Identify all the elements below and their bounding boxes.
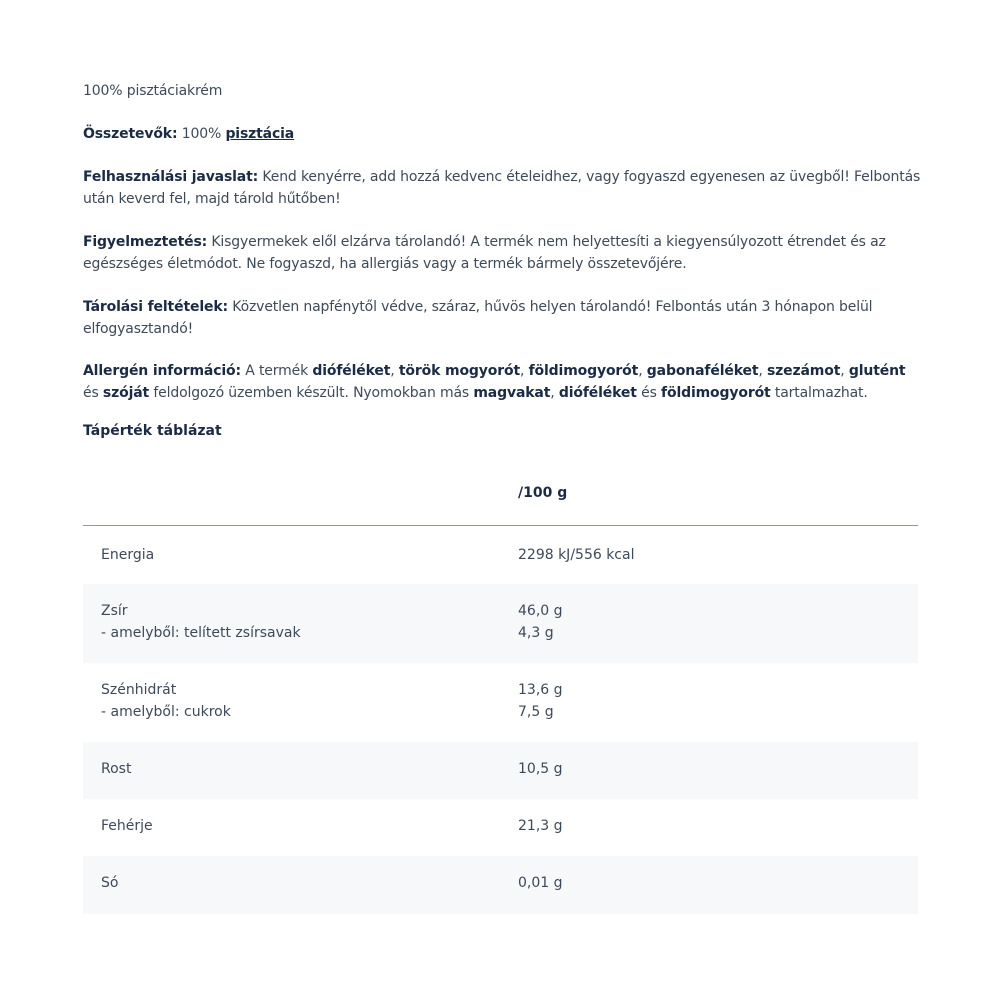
nutrient-value <box>518 679 563 723</box>
allergen-text: , <box>550 385 559 401</box>
allergen-text: és <box>83 385 103 401</box>
nutrient-name <box>101 600 301 644</box>
table-row-fat <box>83 584 918 663</box>
table-row-fiber <box>83 742 918 799</box>
allergen-item: földimogyorót <box>661 385 771 401</box>
ingredients-text: 100% <box>177 126 226 142</box>
storage-label: Tárolási feltételek: <box>83 299 228 315</box>
usage-label: Felhasználási javaslat: <box>83 169 259 185</box>
nutrient-value-line: 13,6 g <box>518 682 563 698</box>
nutrient-value <box>518 544 634 566</box>
nutrient-value-line: 2298 kJ/556 kcal <box>518 547 635 563</box>
table-row-salt <box>83 856 918 914</box>
usage-text: Kend kenyérre, add hozzá kedvenc ételeidhez, vagy fogyaszd egyenesen az üvegből! Felbontás után keverd fel, majd tárold hűtőben! <box>83 169 921 207</box>
nutrient-value-line: 46,0 g <box>518 603 563 619</box>
nutrient-name-line: Fehérje <box>101 818 153 834</box>
ingredients-paragraph <box>83 123 294 145</box>
nutrient-value-line: 10,5 g <box>518 761 563 777</box>
allergen-text: , <box>390 363 399 379</box>
warning-label: Figyelmeztetés: <box>83 234 208 250</box>
product-intro: 100% pisztáciakrém <box>83 83 223 99</box>
nutrient-subvalue-line: 7,5 g <box>518 704 554 720</box>
table-row-energy <box>83 526 918 584</box>
ingredients-label: Összetevők: <box>83 126 178 142</box>
allergen-text: , <box>520 363 529 379</box>
usage-paragraph <box>83 166 923 210</box>
allergen-item: szóját <box>102 385 150 401</box>
allergen-item: glutént <box>848 363 906 379</box>
nutrient-name <box>101 679 231 723</box>
nutrient-value <box>518 600 563 644</box>
warning-paragraph <box>83 231 923 275</box>
nutrition-table <box>83 468 918 914</box>
ingredient-link-pistachio[interactable]: pisztácia <box>225 126 295 142</box>
storage-paragraph <box>83 296 923 340</box>
nutrient-name <box>101 758 131 780</box>
nutrient-name-line: Zsír <box>101 603 128 619</box>
allergen-label: Allergén információ: <box>83 363 241 379</box>
warning-text: Kisgyermekek elől elzárva tárolandó! A termék nem helyettesíti a kiegyensúlyozott étrendet és az egészséges életmódot. Ne fogyaszd, ha allergiás vagy a termék bármely összetevőjére. <box>83 234 886 272</box>
allergen-item: szezámot <box>766 363 841 379</box>
allergen-text: és <box>636 385 662 401</box>
allergen-text: A termék <box>240 363 313 379</box>
allergen-item: földimogyorót <box>528 363 639 379</box>
nutrient-name-line: Szénhidrát <box>101 682 177 698</box>
allergen-item: magvakat <box>473 385 551 401</box>
nutrient-subname-line: - amelyből: cukrok <box>101 704 231 720</box>
nutrient-name <box>101 815 153 837</box>
nutrient-name-line: Energia <box>101 547 155 563</box>
allergen-text: , <box>638 363 647 379</box>
nutrient-subname-line: - amelyből: telített zsírsavak <box>101 625 301 641</box>
allergen-text: tartalmazhat. <box>770 385 868 401</box>
allergen-text: feldolgozó üzemben készült. Nyomokban más <box>149 385 474 401</box>
nutrient-value-line: 0,01 g <box>518 875 563 891</box>
allergen-paragraph <box>83 360 923 404</box>
nutrition-table-header <box>83 468 918 526</box>
nutrient-name-line: Rost <box>101 761 132 777</box>
nutrient-name-line: Só <box>101 875 119 891</box>
nutrient-value-line: 21,3 g <box>518 818 563 834</box>
allergen-item: török mogyorót <box>398 363 520 379</box>
nutrient-name <box>101 544 154 566</box>
nutrient-subvalue-line: 4,3 g <box>518 625 554 641</box>
allergen-item: dióféléket <box>558 385 637 401</box>
table-row-protein <box>83 799 918 856</box>
per-100g-header: /100 g <box>518 485 568 501</box>
table-row-carbohydrate <box>83 663 918 742</box>
allergen-text: , <box>758 363 767 379</box>
nutrition-table-title: Tápérték táblázat <box>83 423 222 439</box>
storage-text: Közvetlen napfénytől védve, száraz, hűvös helyen tárolandó! Felbontás után 3 hónapon belül elfogyasztandó! <box>83 299 873 337</box>
nutrient-value <box>518 758 563 780</box>
nutrient-value <box>518 815 563 837</box>
nutrient-name <box>101 872 118 894</box>
allergen-item: gabonaféléket <box>646 363 759 379</box>
allergen-text: , <box>840 363 849 379</box>
nutrient-value <box>518 872 563 894</box>
allergen-item: dióféléket <box>312 363 391 379</box>
